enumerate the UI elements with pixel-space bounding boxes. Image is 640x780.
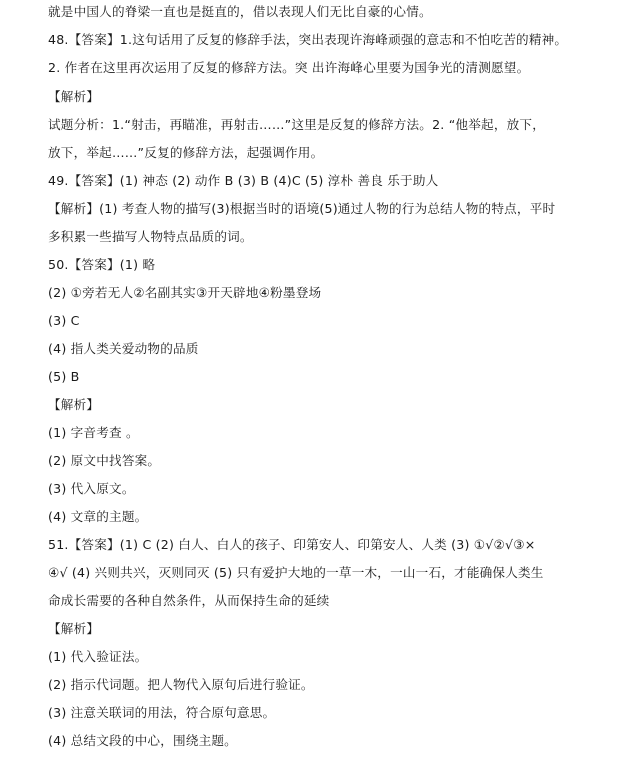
text-line: (1) 代入验证法。 — [48, 649, 148, 664]
text-line: (5) B — [48, 369, 80, 384]
text-line: (2) 原文中找答案。 — [48, 453, 161, 468]
analysis-heading: 【解析】 — [48, 397, 100, 412]
text-line: 试题分析：1.“射击，再瞄准，再射击……”这里是反复的修辞方法。2. “他举起，放下， — [48, 117, 545, 132]
answer-50-line: 50.【答案】(1) 略 — [48, 257, 156, 272]
answer-49-line: 49.【答案】(1) 神态 (2) 动作 B (3) B (4)C (5) 淳朴 善良 乐于助人 — [48, 173, 439, 188]
text-line: (2) 指示代词题。把人物代入原句后进行验证。 — [48, 677, 314, 692]
text-line: (3) 代入原文。 — [48, 481, 135, 496]
analysis-heading: 【解析】 — [48, 89, 100, 104]
answer-51-line-3: 命成长需要的各种自然条件，从而保持生命的延续 — [48, 593, 330, 608]
text-line: (3) 注意关联词的用法，符合原句意思。 — [48, 705, 276, 720]
text-line: (4) 总结文段的中心，围绕主题。 — [48, 733, 237, 748]
text-line: (3) C — [48, 313, 80, 328]
text-line: (4) 文章的主题。 — [48, 509, 148, 524]
analysis-49-line-1: 【解析】(1) 考查人物的描写(3)根据当时的语境(5)通过人物的行为总结人物的特点，平时 — [48, 201, 556, 216]
answer-51-line-2: ④√ (4) 兴则共兴，灭则同灭 (5) 只有爱护大地的一草一木，一山一石，才能确保人类生 — [48, 565, 544, 580]
answer-51-line-1: 51.【答案】(1) C (2) 白人、白人的孩子、印第安人、印第安人、人类 (3) ①√②√③× — [48, 537, 536, 552]
text-line: (4) 指人类关爱动物的品质 — [48, 341, 199, 356]
answer-48-line-2: 2. 作者在这里再次运用了反复的修辞方法。突 出许海峰心里要为国争光的清测愿望。 — [48, 60, 530, 75]
text-line: (1) 字音考查 。 — [48, 425, 139, 440]
answer-48-line-1: 48.【答案】1.这句话用了反复的修辞手法，突出表现许海峰顽强的意志和不怕吃苦的精神。 — [48, 32, 568, 47]
text-line: 就是中国人的脊梁一直也是挺直的，借以表现人们无比自豪的心情。 — [48, 4, 432, 19]
analysis-49-line-2: 多积累一些描写人物特点品质的词。 — [48, 229, 253, 244]
text-line: 放下，举起……”反复的修辞方法，起强调作用。 — [48, 145, 324, 160]
analysis-heading: 【解析】 — [48, 621, 100, 636]
text-line: (2) ①旁若无人②名副其实③开天辟地④粉墨登场 — [48, 285, 322, 300]
